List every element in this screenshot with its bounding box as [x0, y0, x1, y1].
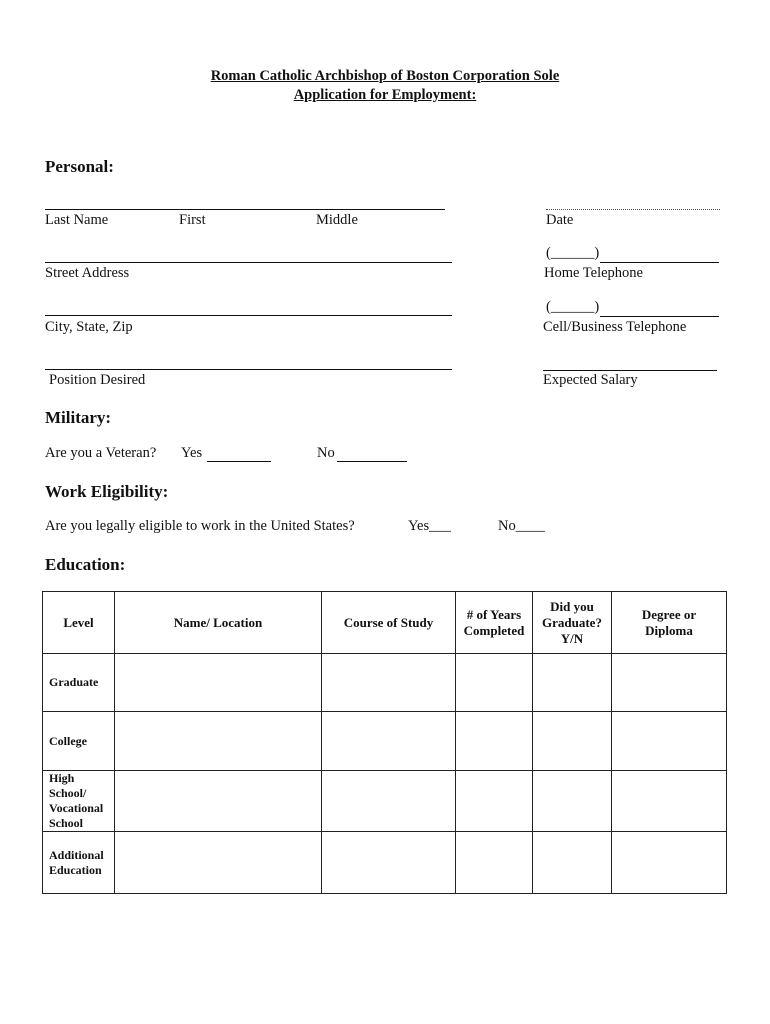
expected-salary-line[interactable]	[543, 370, 717, 371]
expected-salary-label: Expected Salary	[543, 372, 638, 388]
degree-diploma-column-header: Degree or Diploma	[612, 592, 727, 654]
level-cell-graduate: Graduate	[43, 654, 115, 712]
form-title: Roman Catholic Archbishop of Boston Corporation Sole	[210, 68, 560, 84]
additional-years-completed-cell[interactable]	[456, 832, 533, 894]
work-eligibility-heading: Work Eligibility:	[45, 482, 169, 501]
graduate-graduated-cell[interactable]	[533, 654, 612, 712]
veteran-question: Are you a Veteran?	[45, 445, 157, 461]
name-location-column-header: Name/ Location	[115, 592, 322, 654]
additional-course-of-study-cell[interactable]	[322, 832, 456, 894]
graduate-name-location-cell[interactable]	[115, 654, 322, 712]
veteran-yes-label: Yes	[181, 445, 203, 461]
name-line[interactable]	[45, 209, 445, 210]
street-address-label: Street Address	[45, 265, 130, 281]
course-of-study-column-header: Course of Study	[322, 592, 456, 654]
veteran-no-blank[interactable]	[337, 461, 407, 462]
additional-degree-cell[interactable]	[612, 832, 727, 894]
education-heading: Education:	[45, 555, 126, 574]
education-row-college	[43, 712, 727, 771]
high-school-degree-cell[interactable]	[612, 771, 727, 832]
last-name-label: Last Name	[45, 212, 109, 228]
high-school-name-location-cell[interactable]	[115, 771, 322, 832]
city-state-zip-label: City, State, Zip	[45, 319, 133, 335]
middle-name-label: Middle	[316, 212, 358, 228]
city-state-zip-line[interactable]	[45, 315, 452, 316]
college-years-completed-cell[interactable]	[456, 712, 533, 771]
home-phone-line[interactable]	[600, 262, 719, 263]
additional-name-location-cell[interactable]	[115, 832, 322, 894]
level-column-header: Level	[43, 592, 115, 654]
home-telephone-label: Home Telephone	[544, 265, 643, 281]
graduate-course-of-study-cell[interactable]	[322, 654, 456, 712]
date-line[interactable]	[546, 209, 720, 210]
level-cell-high-school: High School/ Vocational School	[43, 771, 115, 832]
military-heading: Military:	[45, 408, 112, 427]
position-desired-label: Position Desired	[49, 372, 146, 388]
college-course-of-study-cell[interactable]	[322, 712, 456, 771]
position-desired-line[interactable]	[45, 369, 452, 370]
level-cell-additional: Additional Education	[43, 832, 115, 894]
home-phone-area-code: (______)	[546, 245, 600, 261]
college-name-location-cell[interactable]	[115, 712, 322, 771]
street-address-line[interactable]	[45, 262, 452, 263]
work-eligibility-question: Are you legally eligible to work in the United States?	[45, 518, 355, 534]
work-eligibility-yes[interactable]: Yes___	[408, 518, 451, 534]
level-cell-college: College	[43, 712, 115, 771]
graduated-column-header: Did you Graduate? Y/N	[533, 592, 612, 654]
education-row-high-school	[43, 771, 727, 832]
education-row-additional	[43, 832, 727, 894]
cell-phone-line[interactable]	[600, 316, 719, 317]
cell-business-telephone-label: Cell/Business Telephone	[543, 319, 687, 335]
graduate-years-completed-cell[interactable]	[456, 654, 533, 712]
years-completed-column-header: # of Years Completed	[456, 592, 533, 654]
first-name-label: First	[179, 212, 206, 228]
high-school-graduated-cell[interactable]	[533, 771, 612, 832]
education-header-row	[43, 592, 727, 654]
form-subtitle: Application for Employment:	[293, 87, 477, 103]
cell-phone-area-code: (______)	[546, 299, 600, 315]
personal-heading: Personal:	[45, 157, 114, 176]
work-eligibility-no[interactable]: No____	[498, 518, 545, 534]
additional-graduated-cell[interactable]	[533, 832, 612, 894]
veteran-yes-blank[interactable]	[207, 461, 271, 462]
high-school-years-completed-cell[interactable]	[456, 771, 533, 832]
graduate-degree-cell[interactable]	[612, 654, 727, 712]
education-table	[42, 591, 727, 894]
education-row-graduate	[43, 654, 727, 712]
date-label: Date	[546, 212, 574, 228]
high-school-course-of-study-cell[interactable]	[322, 771, 456, 832]
college-degree-cell[interactable]	[612, 712, 727, 771]
veteran-no-label: No	[317, 445, 335, 461]
college-graduated-cell[interactable]	[533, 712, 612, 771]
